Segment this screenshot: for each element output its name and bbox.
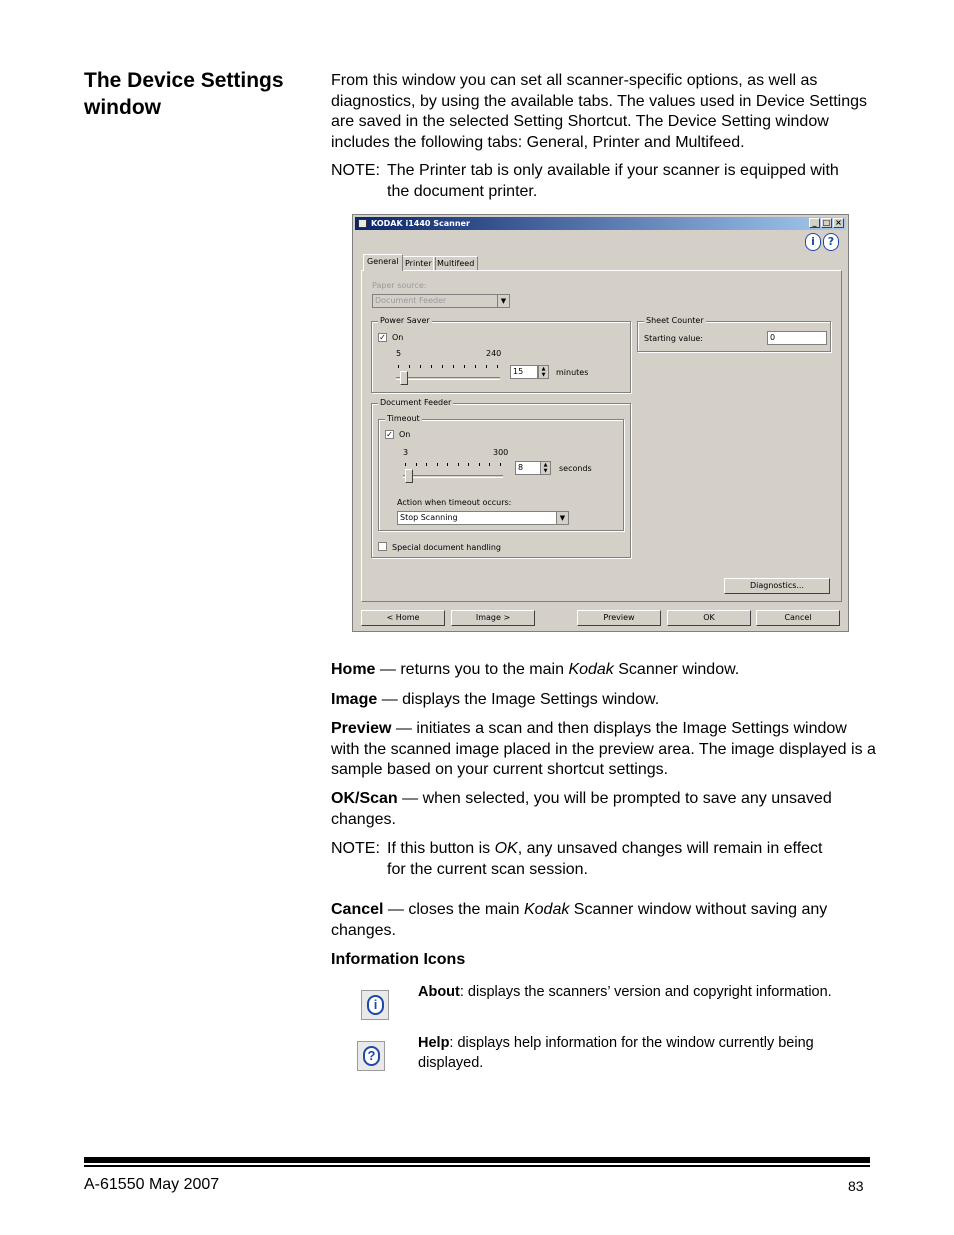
help-icon[interactable]: ? bbox=[823, 233, 839, 251]
about-glyph: i bbox=[367, 995, 384, 1015]
scanner-app-icon bbox=[358, 219, 367, 228]
help-icon bbox=[357, 1041, 385, 1071]
page-number: 83 bbox=[848, 1178, 864, 1194]
ok-note-b: , any unsaved changes will remain in effect bbox=[517, 840, 823, 857]
help-description bbox=[418, 1034, 873, 1073]
ok-note-label: NOTE: bbox=[331, 840, 380, 857]
image-term: Image bbox=[331, 691, 378, 708]
ok-note-line2: for the current scan session. bbox=[387, 860, 588, 878]
power-saver-on-label: On bbox=[392, 333, 404, 342]
close-button[interactable]: × bbox=[833, 218, 844, 228]
power-saver-checkbox[interactable]: ✓ bbox=[379, 333, 386, 342]
cancel-text-em: Kodak bbox=[523, 901, 570, 918]
home-description bbox=[331, 660, 876, 681]
paper-source-value: Document Feeder bbox=[375, 296, 447, 305]
tab-multifeed[interactable]: Multifeed bbox=[433, 256, 478, 270]
power-saver-group bbox=[371, 316, 631, 393]
about-text: : displays the scanners’ version and copyright information. bbox=[459, 984, 832, 1000]
home-text-em: Kodak bbox=[568, 661, 614, 678]
power-saver-slider[interactable] bbox=[400, 371, 408, 385]
power-saver-track bbox=[396, 377, 500, 380]
home-button[interactable]: < Home bbox=[361, 610, 445, 626]
power-saver-stepper[interactable]: ▲ ▼ bbox=[538, 365, 549, 379]
chevron-down-icon: ▼ bbox=[497, 295, 509, 307]
action-timeout-value: Stop Scanning bbox=[400, 513, 458, 522]
home-text-a: — returns you to the main bbox=[375, 661, 569, 678]
starting-value-label: Starting value: bbox=[644, 334, 704, 343]
general-tab-panel bbox=[361, 270, 842, 602]
note-label: NOTE: bbox=[331, 162, 380, 179]
ok-button[interactable]: OK bbox=[667, 610, 751, 626]
ok-note-a: If this button is bbox=[387, 840, 495, 857]
timeout-on-label: On bbox=[399, 430, 411, 439]
note-line1: The Printer tab is only available if your scanner is equipped with bbox=[387, 162, 839, 179]
cancel-text-b: Scanner window without saving any changes. bbox=[331, 901, 828, 939]
starting-value-input[interactable]: 0 bbox=[767, 331, 827, 345]
intro-paragraph: From this window you can set all scanner-specific options, as well as diagnostics, by using the available tabs. The values used in Device Settings are saved in the selected Setting Shortcut. The Device Setting window includes the following tabs: General, Printer and Multifeed. bbox=[331, 72, 868, 151]
home-term: Home bbox=[331, 661, 376, 678]
power-saver-min-label: 5 bbox=[396, 349, 402, 358]
cancel-button[interactable]: Cancel bbox=[756, 610, 840, 626]
info-icons-heading: Information Icons bbox=[331, 951, 466, 968]
home-text-b: Scanner window. bbox=[613, 661, 740, 678]
power-saver-max-label: 240 bbox=[486, 349, 502, 358]
ok-note-line1 bbox=[331, 839, 876, 860]
about-term: About bbox=[418, 984, 460, 1000]
timeout-ticks bbox=[405, 463, 501, 467]
ok-note bbox=[331, 839, 876, 880]
ok-note-em: OK bbox=[494, 840, 518, 857]
window-titlebar bbox=[355, 217, 846, 230]
note-line2: the document printer. bbox=[387, 182, 538, 200]
action-timeout-label: Action when timeout occurs: bbox=[397, 498, 512, 507]
okscan-text: — when selected, you will be prompted to save any unsaved changes. bbox=[331, 790, 832, 828]
action-timeout-select[interactable] bbox=[397, 511, 569, 525]
cancel-description bbox=[331, 900, 876, 941]
maximize-button[interactable]: □ bbox=[822, 218, 831, 227]
tab-general[interactable]: General bbox=[363, 254, 403, 271]
timeout-title: Timeout bbox=[387, 414, 420, 423]
help-text: : displays help information for the window currently being displayed. bbox=[418, 1035, 814, 1071]
image-text: — displays the Image Settings window. bbox=[377, 691, 660, 708]
preview-description bbox=[331, 719, 876, 781]
chevron-down-icon: ▼ bbox=[556, 512, 568, 524]
window-title: KODAK i1440 Scanner bbox=[371, 219, 470, 228]
paper-source-label: Paper source: bbox=[372, 281, 427, 290]
tab-printer[interactable]: Printer bbox=[401, 256, 436, 270]
paper-source-select[interactable] bbox=[372, 294, 510, 308]
timeout-max-label: 300 bbox=[493, 448, 509, 457]
okscan-description bbox=[331, 789, 876, 830]
section-title-line1: The Device Settings bbox=[84, 69, 284, 92]
cancel-text-a: — closes the main bbox=[383, 901, 524, 918]
device-settings-window bbox=[352, 214, 849, 632]
timeout-min-label: 3 bbox=[403, 448, 409, 457]
help-term: Help bbox=[418, 1035, 450, 1051]
special-handling-label: Special document handling bbox=[392, 543, 501, 552]
power-saver-title: Power Saver bbox=[380, 316, 430, 325]
cancel-term: Cancel bbox=[331, 901, 384, 918]
document-feeder-group bbox=[371, 398, 631, 558]
preview-text: — initiates a scan and then displays the Image Settings window with the scanned image placed in the preview area. The image displayed is a sample based on your current shortcut settings. bbox=[331, 720, 876, 778]
preview-term: Preview bbox=[331, 720, 392, 737]
diagnostics-button[interactable]: Diagnostics... bbox=[724, 578, 830, 594]
sheet-counter-title: Sheet Counter bbox=[646, 316, 704, 325]
document-feeder-title: Document Feeder bbox=[380, 398, 452, 407]
help-glyph: ? bbox=[363, 1046, 380, 1066]
okscan-term: OK/Scan bbox=[331, 790, 398, 807]
footer-doc-id: A-61550 May 2007 bbox=[84, 1176, 220, 1193]
minimize-button[interactable]: _ bbox=[809, 218, 820, 228]
footer-rule-thick bbox=[84, 1157, 870, 1163]
section-title-line2: window bbox=[84, 96, 161, 119]
preview-button[interactable]: Preview bbox=[577, 610, 661, 626]
timeout-stepper[interactable]: ▲ ▼ bbox=[540, 461, 551, 475]
special-handling-checkbox[interactable] bbox=[378, 542, 387, 551]
image-button[interactable]: Image > bbox=[451, 610, 535, 626]
about-icon[interactable]: i bbox=[805, 233, 821, 251]
about-description bbox=[418, 983, 873, 1003]
power-saver-minutes-input[interactable]: 15 bbox=[510, 365, 538, 379]
power-saver-ticks bbox=[398, 365, 498, 369]
timeout-group bbox=[378, 414, 624, 531]
timeout-track bbox=[403, 475, 503, 478]
timeout-slider[interactable] bbox=[405, 469, 413, 483]
image-description bbox=[331, 690, 876, 711]
section-title bbox=[84, 67, 314, 121]
timeout-seconds-input[interactable]: 8 bbox=[515, 461, 541, 475]
printer-note bbox=[331, 161, 876, 202]
timeout-checkbox[interactable]: ✓ bbox=[386, 430, 393, 439]
sheet-counter-group bbox=[637, 316, 831, 352]
timeout-unit: seconds bbox=[559, 464, 592, 473]
about-icon bbox=[361, 990, 389, 1020]
footer-rule-thin bbox=[84, 1165, 870, 1167]
power-saver-unit: minutes bbox=[556, 368, 589, 377]
